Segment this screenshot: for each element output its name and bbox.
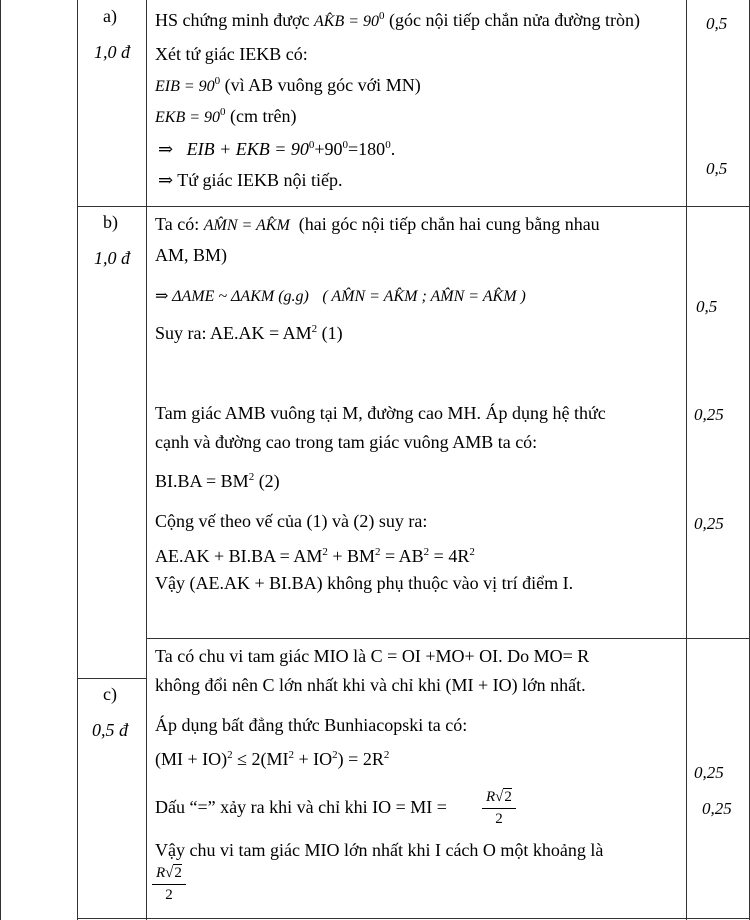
part-c-line-5: Dấu “=” xảy ra khi và chỉ khi IO = MI =: [155, 797, 447, 817]
col-divider-2: [146, 0, 147, 920]
part-a-line-5: ⇒ EIB + EKB = $90^0+90^0=180^0$.: [158, 139, 396, 159]
part-a-score-1: 0,5: [706, 14, 728, 33]
part-a-line-6: ⇒ Tứ giác IEKB nội tiếp.: [158, 170, 343, 190]
part-a-line-3: EIB = $90^0$ (vì AB vuông góc với MN): [155, 75, 421, 95]
part-c-score-1: 0,25: [694, 763, 724, 782]
part-a-score-2: 0,5: [706, 159, 728, 178]
part-b-points: 1,0 đ: [94, 248, 130, 268]
part-b-score-1: 0,5: [696, 297, 718, 316]
part-b-line-6: cạnh và đường cao trong tam giác vuông AMB ta có:: [155, 432, 538, 452]
col-divider-1: [77, 0, 78, 920]
part-b-line-2: AM, BM): [155, 245, 228, 265]
part-c-label: c): [103, 684, 117, 704]
part-c-line-4: $(MI + IO)^2 \le 2(MI^2 + IO^2) = 2R^2$: [155, 749, 390, 769]
part-b-line-7: $BI.BA = BM^2$ (2): [155, 471, 280, 491]
part-c-line-3: Áp dụng bất đẳng thức Bunhiacopski ta có:: [155, 715, 468, 735]
part-b-score-3: 0,25: [694, 514, 724, 533]
part-b-label: b): [103, 212, 118, 232]
part-b-line-3: ⇒ ΔAME ~ ΔAKM (g.g) ( AM̂N = AK̂M ; AM̂N = AK̂M ): [155, 288, 526, 305]
table-left-border: [0, 0, 1, 920]
part-b-line-9: $AE.AK + BI.BA = AM^2 + BM^2 = AB^2 = 4R^2$: [155, 546, 475, 566]
part-a-line-4: EKB = $90^0$ (cm trên): [155, 106, 297, 126]
row-divider-bc-label: [77, 678, 146, 679]
row-divider-ab: [77, 206, 750, 207]
part-c-line-1: Ta có chu vi tam giác MIO là C = OI +MO+ OI. Do MO= R: [155, 646, 590, 666]
part-c-score-2: 0,25: [702, 799, 732, 818]
row-divider-bc-content: [146, 638, 750, 639]
part-a-label: a): [103, 6, 117, 26]
part-a-line-2: Xét tứ giác IEKB có:: [155, 44, 308, 64]
part-b-score-2: 0,25: [694, 405, 724, 424]
part-b-line-8: Cộng vế theo vế của (1) và (2) suy ra:: [155, 511, 428, 531]
part-a-points: 1,0 đ: [94, 42, 130, 62]
part-b-line-1: Ta có: AM̂N = AK̂M (hai góc nội tiếp chắn hai cung bằng nhau: [155, 214, 600, 234]
part-c-line-6: Vậy chu vi tam giác MIO lớn nhất khi I cách O một khoảng là: [155, 840, 604, 860]
part-b-line-4: Suy ra: $AE.AK = AM^2$ (1): [155, 323, 343, 343]
part-c-points: 0,5 đ: [92, 720, 128, 740]
table-bottom-border: [77, 918, 750, 919]
fraction-r-sqrt2-over-2: $\frac{R√2}{2}$: [482, 790, 516, 827]
part-c-line-2: không đổi nên C lớn nhất khi và chỉ khi (MI + IO) lớn nhất.: [155, 675, 586, 695]
part-b-line-10: Vậy (AE.AK + BI.BA) không phụ thuộc vào vị trí điểm I.: [155, 573, 574, 593]
part-b-line-5: Tam giác AMB vuông tại M, đường cao MH. Áp dụng hệ thức: [155, 403, 606, 423]
fraction-r-sqrt2-over-2-final: $\frac{R√2}{2}$: [152, 866, 186, 903]
part-a-line-1: HS chứng minh được AK̂B = $90^0$ (góc nội tiếp chắn nửa đường tròn): [155, 10, 641, 30]
col-divider-3: [686, 0, 687, 920]
